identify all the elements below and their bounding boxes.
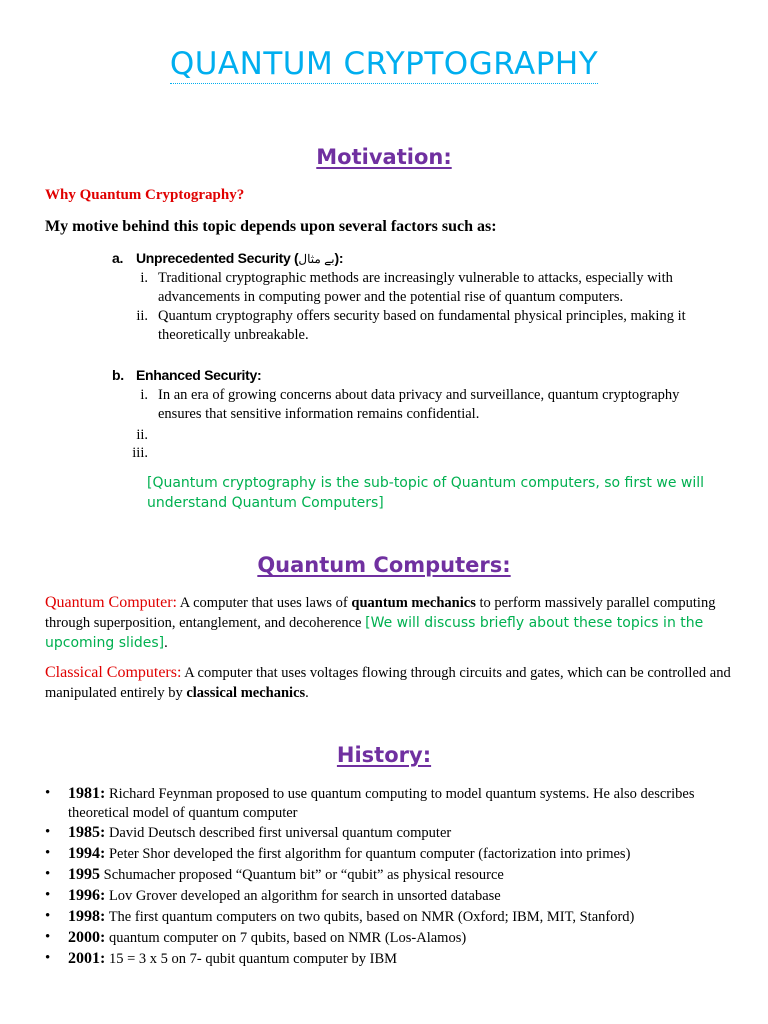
why-question: Why Quantum Cryptography? — [45, 187, 245, 203]
motivation-heading: Motivation: — [316, 145, 452, 169]
urdu-text: بے مثال — [298, 252, 335, 266]
document-title — [0, 46, 768, 82]
subtopic-note: [Quantum cryptography is the sub-topic of Quantum computers, so first we will understand Quantum Computers] — [147, 475, 704, 511]
section-a-heading: a. Unprecedented Security (بے مثال): — [112, 250, 344, 266]
section-b-heading: b. Enhanced Security: — [112, 367, 262, 383]
document-title-text: QUANTUM CRYPTOGRAPHY — [169, 46, 599, 82]
quantum-computer-definition: Quantum Computer: A computer that uses laws of quantum mechanics to perform massively parallel computing through superposition, entanglement, and decoherence [We will discuss briefly about these topics in the upcoming slides]. — [45, 594, 716, 651]
document-page: QUANTUM CRYPTOGRAPHY Motivation: Why Quantum Cryptography? My motive behind this topic depends upon several factors such as: a. Unprecedented Security (بے مثال): i. Traditional cryptographic methods are increasingly vulnerable to attacks, especially with advancements in computing power and the potential rise of quantum computers. ii. Quantum cryptography offers security based on fundamental physical principles, making it theoretically unbreakable. b. Enhanced Security: i. In an era of growing concerns about data privacy and surveillance, quantum cryptography ensures that sensitive information remains confidential. ii. iii. [Quantum cryptography is the sub-topic of Quantum computers, so first we will understand Quantum Computers] Quantum Computers: Quantum Computer: A computer that uses laws of quantum mechanics to perform massively parallel computing through superposition, entanglement, and decoherence [We will discuss briefly about these topics in the upcoming slides]. Classical Computers: A computer that uses voltages flowing through circuits and gates, which can be controlled and manipulated entirely by classical mechanics. History: • 1981: Richard Feynman proposed to use quantum computing to model quantum systems. He also describes theoretical model of quantum computer • 1985: David Deutsch described first universal quantum computer • 1994: Peter Shor developed the first algorithm for quantum computer (factorization into primes) • 1995 Schumacher proposed “Quantum bit” or “qubit” as physical resource • 1996: Lov Grover developed an algorithm for search in unsorted database • 1998: The first quantum computers on two qubits, based on NMR (Oxford; IBM, MIT, Stanford) • 2000: quantum computer on 7 qubits, based on NMR (Los-Alamos) • 2001: 15 = 3 x 5 on 7- qubit quantum computer by IBM — [0, 0, 768, 1024]
classical-computer-definition: Classical Computers: A computer that uses voltages flowing through circuits and gates, which can be controlled and manipulated entirely by classical mechanics. — [45, 664, 731, 701]
motivation-intro: My motive behind this topic depends upon several factors such as: — [45, 218, 497, 235]
history-heading: History: — [336, 743, 432, 767]
quantum-computers-heading: Quantum Computers: — [257, 553, 511, 577]
